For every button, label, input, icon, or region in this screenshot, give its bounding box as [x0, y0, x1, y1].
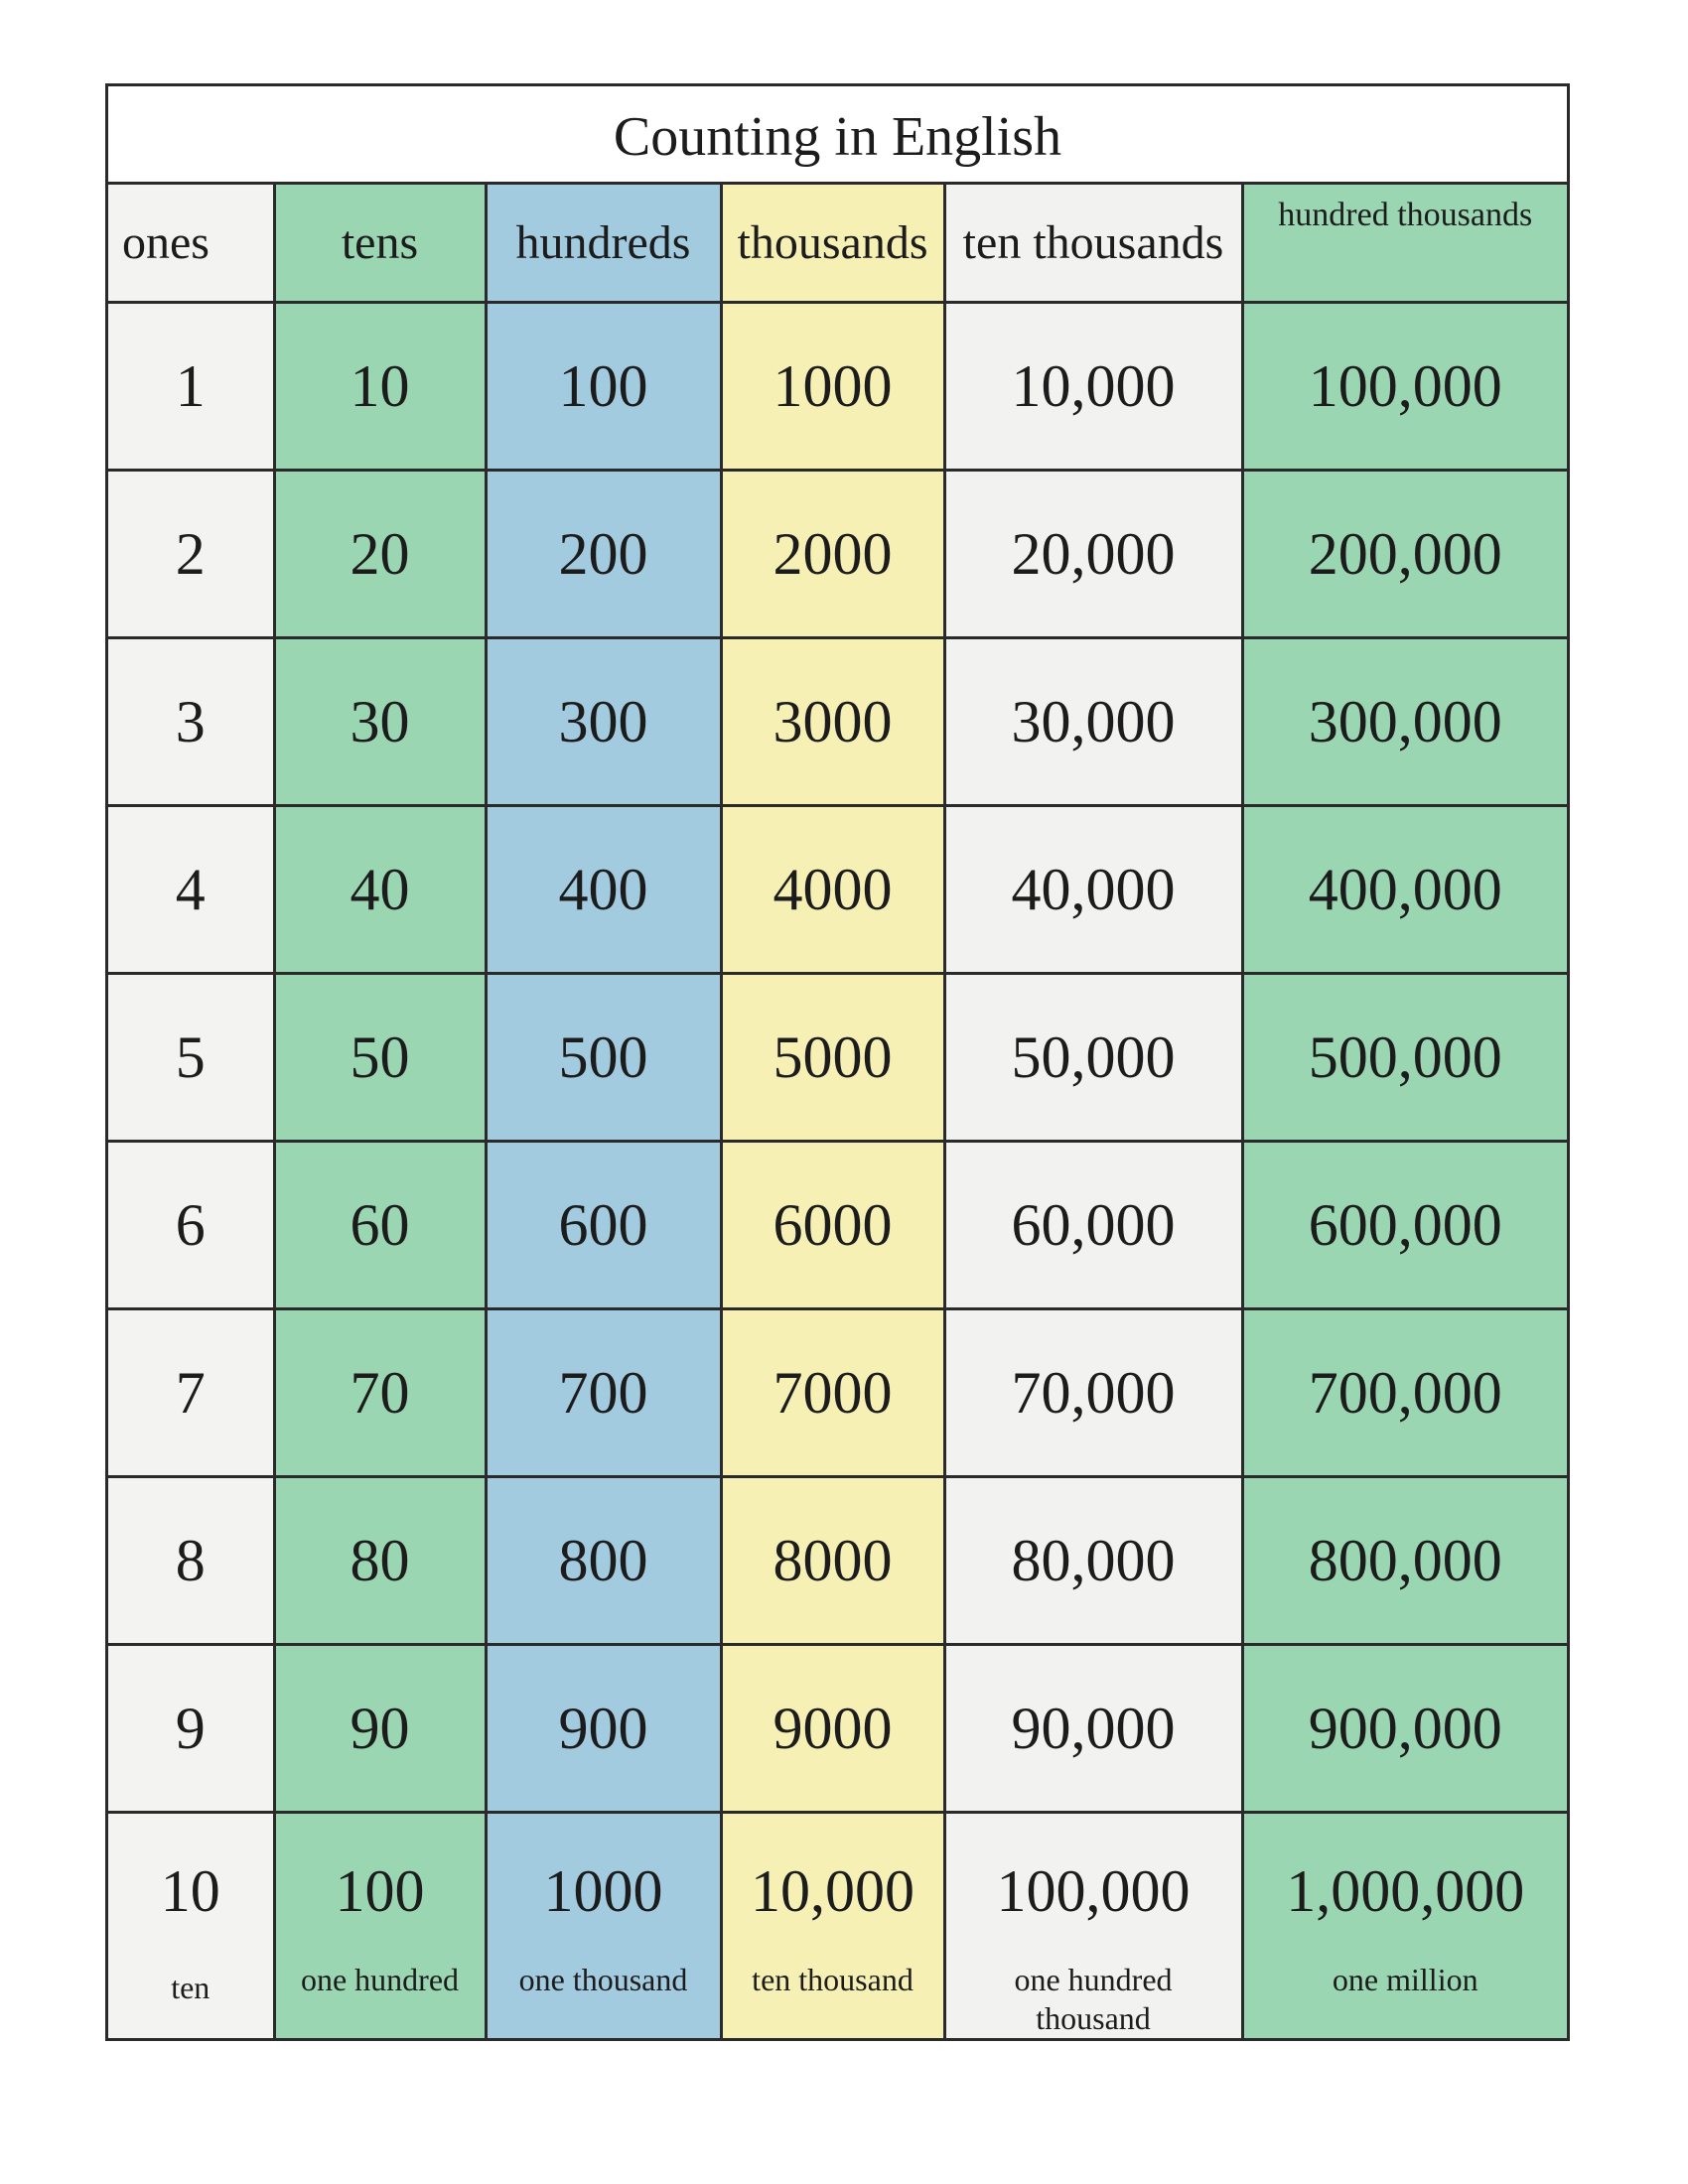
cell-ones: 3	[108, 638, 274, 806]
table-row	[108, 806, 1567, 974]
table-row	[108, 303, 1567, 471]
cell-ones: 5	[108, 974, 274, 1142]
cell-ten-thousands: 80,000	[944, 1477, 1242, 1645]
cell-thousands: 1000	[721, 303, 944, 471]
cell-hundred-thousands: 500,000	[1242, 974, 1567, 1142]
cell-hundred-thousands: 1,000,000 one million	[1242, 1813, 1567, 2039]
header-tens: tens	[274, 185, 486, 303]
cell-ten-thousands: 20,000	[944, 471, 1242, 638]
table-row	[108, 1142, 1567, 1309]
cell-hundred-thousands: 800,000	[1242, 1477, 1567, 1645]
cell-hundreds: 200	[486, 471, 721, 638]
number-word: ten thousand	[752, 1962, 914, 1997]
cell-tens: 100 one hundred	[274, 1813, 486, 2039]
cell-thousands: 10,000 ten thousand	[721, 1813, 944, 2039]
header-ones: ones	[108, 185, 274, 303]
cell-hundred-thousands: 700,000	[1242, 1309, 1567, 1477]
cell-tens: 90	[274, 1645, 486, 1813]
cell-hundreds: 500	[486, 974, 721, 1142]
cell-thousands: 5000	[721, 974, 944, 1142]
cell-hundred-thousands: 400,000	[1242, 806, 1567, 974]
cell-ones: 2	[108, 471, 274, 638]
cell-ones: 9	[108, 1645, 274, 1813]
cell-thousands: 3000	[721, 638, 944, 806]
page-title: Counting in English	[613, 106, 1062, 168]
title-bar	[108, 86, 1567, 185]
header-hundred-thousands: hundred thousands	[1242, 185, 1567, 303]
cell-ones: 7	[108, 1309, 274, 1477]
cell-tens: 50	[274, 974, 486, 1142]
cell-ten-thousands: 100,000 one hundred thousand	[944, 1813, 1242, 2039]
cell-thousands: 6000	[721, 1142, 944, 1309]
cell-ten-thousands: 10,000	[944, 303, 1242, 471]
header-hundreds: hundreds	[486, 185, 721, 303]
cell-ten-thousands: 70,000	[944, 1309, 1242, 1477]
header-thousands: thousands	[721, 185, 944, 303]
cell-tens: 30	[274, 638, 486, 806]
cell-ten-thousands: 30,000	[944, 638, 1242, 806]
cell-tens: 60	[274, 1142, 486, 1309]
cell-hundreds: 800	[486, 1477, 721, 1645]
cell-thousands: 8000	[721, 1477, 944, 1645]
cell-ones: 1	[108, 303, 274, 471]
cell-hundreds: 300	[486, 638, 721, 806]
table-row	[108, 1645, 1567, 1813]
cell-hundreds: 100	[486, 303, 721, 471]
table-row	[108, 471, 1567, 638]
table-row	[108, 974, 1567, 1142]
number-word: one thousand	[518, 1962, 688, 1997]
place-value-table	[108, 185, 1567, 2038]
cell-hundred-thousands: 100,000	[1242, 303, 1567, 471]
cell-hundreds: 900	[486, 1645, 721, 1813]
cell-ones: 6	[108, 1142, 274, 1309]
cell-hundred-thousands: 600,000	[1242, 1142, 1567, 1309]
number-word: one hundred	[300, 1962, 460, 1997]
cell-thousands: 9000	[721, 1645, 944, 1813]
cell-tens: 40	[274, 806, 486, 974]
number-word: one hundred thousand	[1014, 1962, 1173, 2037]
cell-ones: 10 ten	[108, 1813, 274, 2039]
cell-hundreds: 1000 one thousand	[486, 1813, 721, 2039]
table-row	[108, 638, 1567, 806]
cell-hundred-thousands: 300,000	[1242, 638, 1567, 806]
cell-hundred-thousands: 200,000	[1242, 471, 1567, 638]
table-row-with-words	[108, 1813, 1567, 2039]
table-row	[108, 1477, 1567, 1645]
cell-ten-thousands: 50,000	[944, 974, 1242, 1142]
header-ten-thousands: ten thousands	[944, 185, 1242, 303]
cell-tens: 20	[274, 471, 486, 638]
cell-ones: 4	[108, 806, 274, 974]
cell-tens: 70	[274, 1309, 486, 1477]
cell-hundreds: 400	[486, 806, 721, 974]
cell-thousands: 2000	[721, 471, 944, 638]
cell-hundreds: 600	[486, 1142, 721, 1309]
cell-tens: 80	[274, 1477, 486, 1645]
cell-hundreds: 700	[486, 1309, 721, 1477]
cell-ten-thousands: 90,000	[944, 1645, 1242, 1813]
number-word: one million	[1332, 1962, 1478, 1997]
cell-thousands: 7000	[721, 1309, 944, 1477]
cell-ten-thousands: 60,000	[944, 1142, 1242, 1309]
cell-ten-thousands: 40,000	[944, 806, 1242, 974]
number-word: ten	[171, 1970, 211, 2005]
cell-hundred-thousands: 900,000	[1242, 1645, 1567, 1813]
cell-ones: 8	[108, 1477, 274, 1645]
table-row	[108, 1309, 1567, 1477]
counting-chart	[105, 83, 1570, 2041]
cell-tens: 10	[274, 303, 486, 471]
cell-thousands: 4000	[721, 806, 944, 974]
header-row	[108, 185, 1567, 303]
